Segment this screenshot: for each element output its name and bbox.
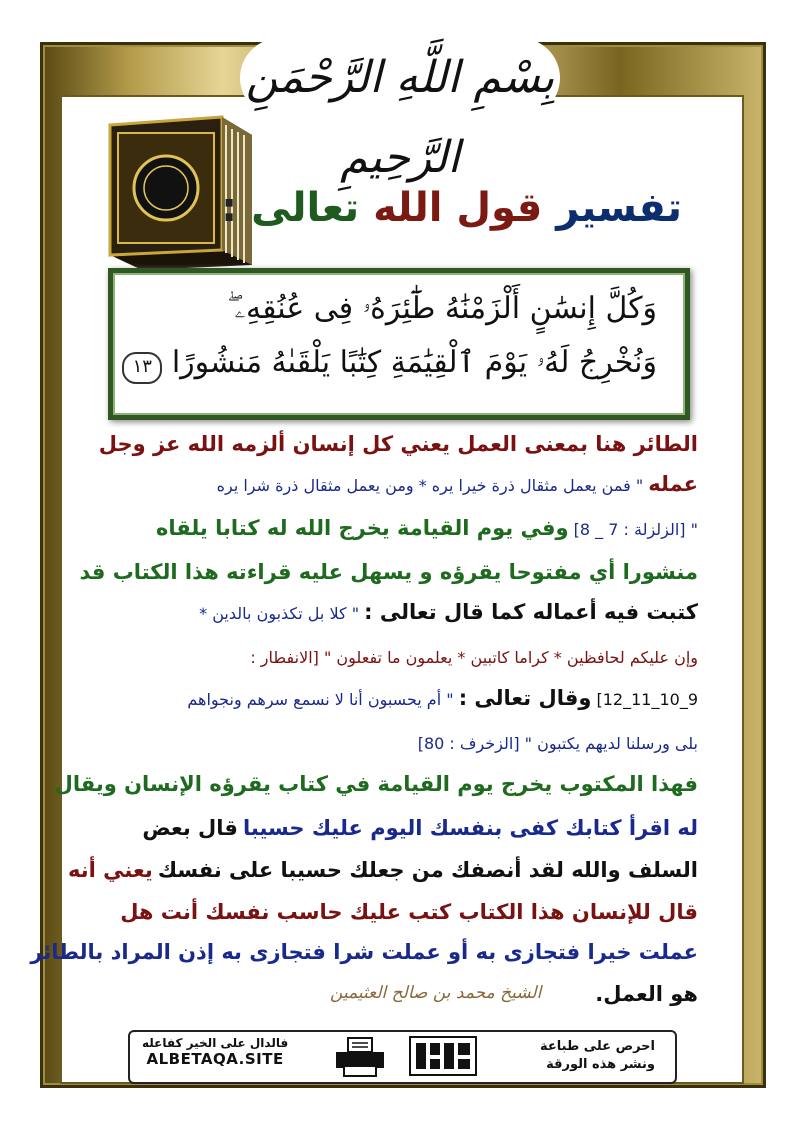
author-name: الشيخ محمد بن صالح العثيمين bbox=[330, 983, 542, 1003]
body-line-7-ref: 9_10_11_12] bbox=[596, 690, 698, 709]
body-line-2-quote: " فمن يعمل مثقال ذرة خيرا يره * ومن يعمل مثقال ذرة شرا يره bbox=[216, 476, 644, 495]
body-line-3-ref: " [الزلزلة : 7 _ 8] bbox=[573, 520, 698, 539]
footer-site-link[interactable]: ALBETAQA.SITE bbox=[146, 1050, 284, 1068]
body-line-5-quote: " كلا بل تكذبون بالدين * bbox=[199, 604, 360, 623]
basmala-calligraphy: بِسْمِ اللَّهِ الرَّحْمَنِ الرَّحِيمِ bbox=[240, 38, 560, 118]
footer-print-note bbox=[540, 1038, 655, 1074]
body-line-10 bbox=[98, 816, 698, 840]
body-line-1: الطائر هنا بمعنى العمل يعني كل إنسان ألزمه الله عز وجل bbox=[98, 432, 698, 456]
body-line-8: بلى ورسلنا لديهم يكتبون " [الزخرف : 80] bbox=[417, 734, 698, 753]
verse-box bbox=[108, 268, 690, 420]
footer-site-block bbox=[142, 1036, 288, 1068]
title-colon: : bbox=[221, 185, 238, 231]
page-title bbox=[221, 185, 682, 231]
verse-line-2 bbox=[116, 345, 657, 384]
dawa-logo-icon bbox=[408, 1035, 478, 1077]
printer-icon bbox=[330, 1036, 390, 1078]
footer-print-line-2: ونشر هذه الورقة bbox=[546, 1057, 655, 1072]
body-line-12: قال للإنسان هذا الكتاب كتب عليك حاسب نفسك أنت هل bbox=[120, 900, 698, 924]
body-line-3-text: وفي يوم القيامة يخرج الله له كتابا يلقاه bbox=[155, 516, 569, 540]
body-line-7 bbox=[98, 686, 698, 710]
body-line-5 bbox=[98, 600, 698, 624]
footer-print-line-1: احرص على طباعة bbox=[540, 1039, 655, 1054]
body-line-11-tail: يعني أنه bbox=[68, 858, 153, 882]
body-line-2-bold: عمله bbox=[648, 472, 698, 496]
title-word-taala: تعالى bbox=[251, 185, 360, 231]
verse-line-2-text: وَنُخْرِجُ لَهُۥ يَوْمَ ٱلْقِيَٰمَةِ كِتَٰبًا يَلْقَىٰهُ مَنشُورًا bbox=[171, 345, 657, 380]
title-word-tafsir: تفسير bbox=[556, 185, 682, 231]
title-word-qawl: قول الله bbox=[373, 185, 543, 231]
body-line-7-quote: " أم يحسبون أنا لا نسمع سرهم ونجواهم bbox=[187, 690, 454, 709]
body-line-10-tail: قال بعض bbox=[142, 816, 238, 840]
body-line-6: وإن عليكم لحافظين * كراما كاتبين * يعلمون ما تفعلون " [الانفطار : bbox=[250, 648, 698, 667]
footer-proverb: فالدال على الخير كفاعله bbox=[142, 1036, 289, 1050]
body-line-10-text: له اقرأ كتابك كفى بنفسك اليوم عليك حسيبا bbox=[243, 816, 698, 840]
body-line-4: منشورا أي مفتوحا يقرؤه و يسهل عليه قراءته هذا الكتاب قد bbox=[79, 560, 698, 584]
ayah-number-marker: ١٣ bbox=[122, 352, 162, 384]
body-line-9: فهذا المكتوب يخرج يوم القيامة في كتاب يقرؤه الإنسان ويقال bbox=[54, 772, 698, 796]
body-line-2 bbox=[98, 472, 698, 496]
body-line-14: هو العمل. bbox=[595, 982, 698, 1006]
body-line-5-text: كتبت فيه أعماله كما قال تعالى : bbox=[364, 600, 698, 624]
verse-line-1: وَكُلَّ إِنسَٰنٍ أَلْزَمْنَٰهُ طَٰٓئِرَهُۥ فِى عُنُقِهِۦ ۖ bbox=[227, 291, 657, 326]
body-line-7-text: وقال تعالى : bbox=[458, 686, 592, 710]
body-line-11 bbox=[68, 858, 698, 882]
body-line-11-text: السلف والله لقد أنصفك من جعلك حسيبا على نفسك bbox=[157, 858, 698, 882]
footer-bar bbox=[128, 1030, 677, 1084]
body-line-13: عملت خيرا فتجازى به أو عملت شرا فتجازى به إذن المراد بالطائر bbox=[30, 940, 698, 964]
body-line-3 bbox=[98, 516, 698, 540]
